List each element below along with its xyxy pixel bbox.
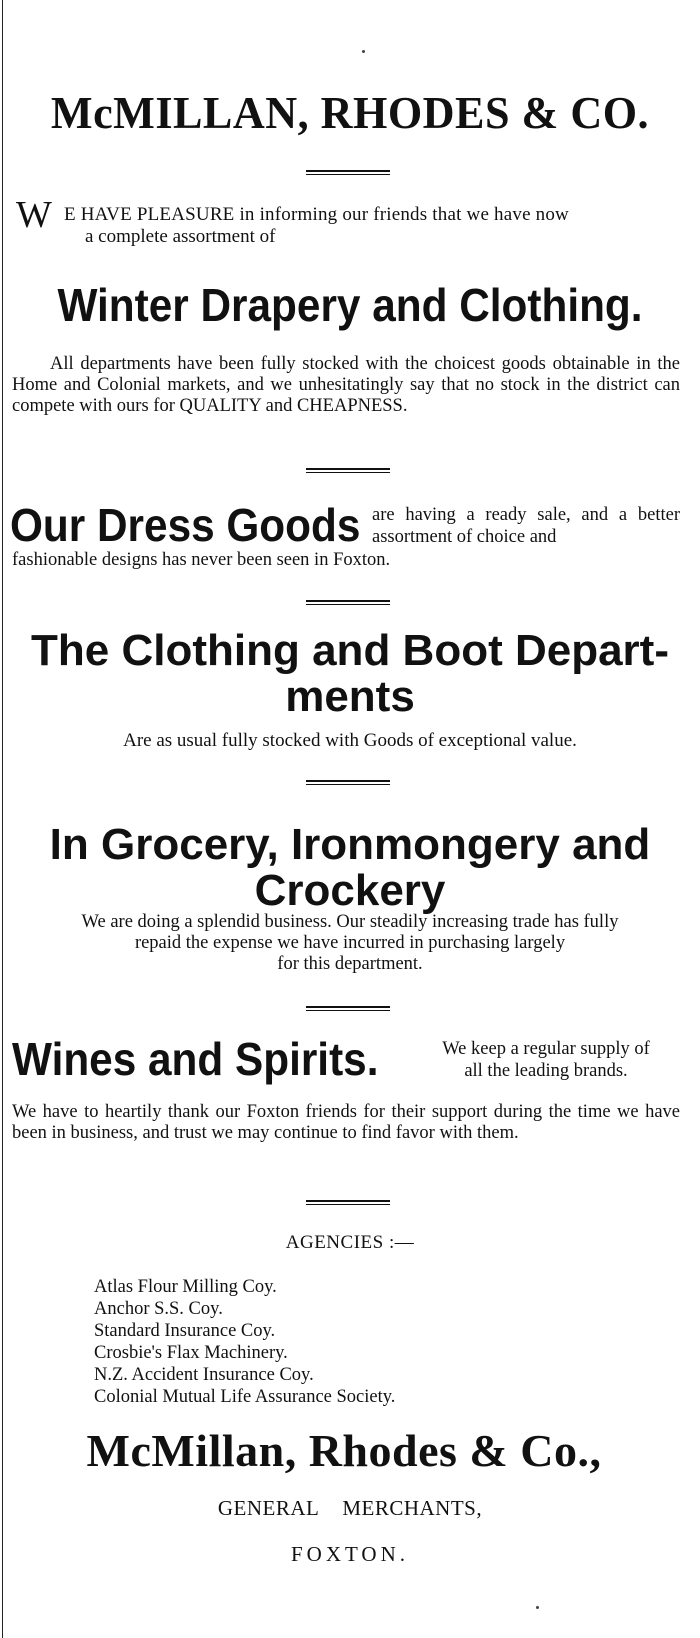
- divider-rule: [306, 468, 390, 470]
- footer-company-name: McMillan, Rhodes & Co.,: [86, 1425, 602, 1476]
- grocery-heading: [0, 822, 700, 914]
- wines-spirits-heading: Wines and Spirits.: [12, 1033, 379, 1085]
- grocery-text-line-1: We are doing a splendid business. Our steadily increasing trade has fully: [81, 912, 619, 932]
- intro-line-1: E HAVE PLEASURE in informing our friends that we have now: [64, 204, 569, 225]
- grocery-text-line-2: repaid the expense we have incurred in purchasing largely: [134, 933, 566, 953]
- agency-item: Crosbie's Flax Machinery.: [94, 1343, 288, 1363]
- divider-rule: [306, 600, 390, 602]
- dress-goods-text-line-2: fashionable designs has never been seen in Foxton.: [12, 550, 391, 570]
- clothing-boot-heading-line-2: ments: [285, 672, 415, 721]
- ink-speck: [362, 50, 365, 53]
- agency-item: Atlas Flour Milling Coy.: [94, 1277, 277, 1297]
- agency-item: Anchor S.S. Coy.: [94, 1299, 223, 1319]
- agencies-title: AGENCIES :—: [285, 1232, 415, 1253]
- dress-goods-text: are having a ready sale, and a better assortment of choice and: [372, 505, 680, 547]
- grocery-text: [0, 912, 700, 975]
- footer-general-merchants: GENERAL MERCHANTS,: [217, 1496, 483, 1520]
- divider-rule: [306, 1006, 390, 1008]
- clothing-boot-heading-line-1: The Clothing and Boot Depart-: [31, 626, 669, 675]
- wines-text-line-2: all the leading brands.: [464, 1061, 628, 1081]
- agency-item: Colonial Mutual Life Assurance Society.: [94, 1387, 396, 1407]
- divider-rule: [306, 170, 390, 172]
- grocery-heading-line-1: In Grocery, Ironmongery and: [49, 820, 651, 869]
- agency-item: N.Z. Accident Insurance Coy.: [94, 1365, 314, 1385]
- ink-speck: [536, 1606, 539, 1609]
- grocery-text-line-3: for this department.: [277, 954, 423, 974]
- clothing-boot-heading: [0, 628, 700, 720]
- page-left-border: [2, 0, 3, 1638]
- agencies-list: [94, 1276, 395, 1408]
- agency-item: Standard Insurance Coy.: [94, 1321, 276, 1341]
- thanks-paragraph: We have to heartily thank our Foxton friends for their support during the time we have been in business, and trust we may continue to find favor with them.: [12, 1102, 680, 1143]
- divider-rule: [306, 780, 390, 782]
- divider-rule: [306, 1200, 390, 1202]
- intro-line-2: a complete assortment of: [85, 226, 276, 247]
- winter-heading: Winter Drapery and Clothing.: [57, 279, 643, 331]
- wines-spirits-text: [410, 1038, 682, 1082]
- wines-text-line-1: We keep a regular supply of: [442, 1039, 650, 1059]
- grocery-heading-line-2: Crockery: [254, 866, 446, 915]
- winter-paragraph: All departments have been fully stocked with the choicest goods obtainable in the Home and Colonial markets, and we unhesitatingly say that no stock in the district can compete with ours for QUALITY and CHEAPNESS.: [12, 354, 680, 416]
- footer-location: FOXTON.: [290, 1542, 410, 1566]
- intro-drop-cap: W: [16, 194, 52, 236]
- clothing-boot-text: Are as usual fully stocked with Goods of exceptional value.: [123, 730, 577, 751]
- masthead-company-name: McMILLAN, RHODES & CO.: [50, 87, 650, 138]
- dress-goods-heading: Our Dress Goods: [10, 499, 361, 551]
